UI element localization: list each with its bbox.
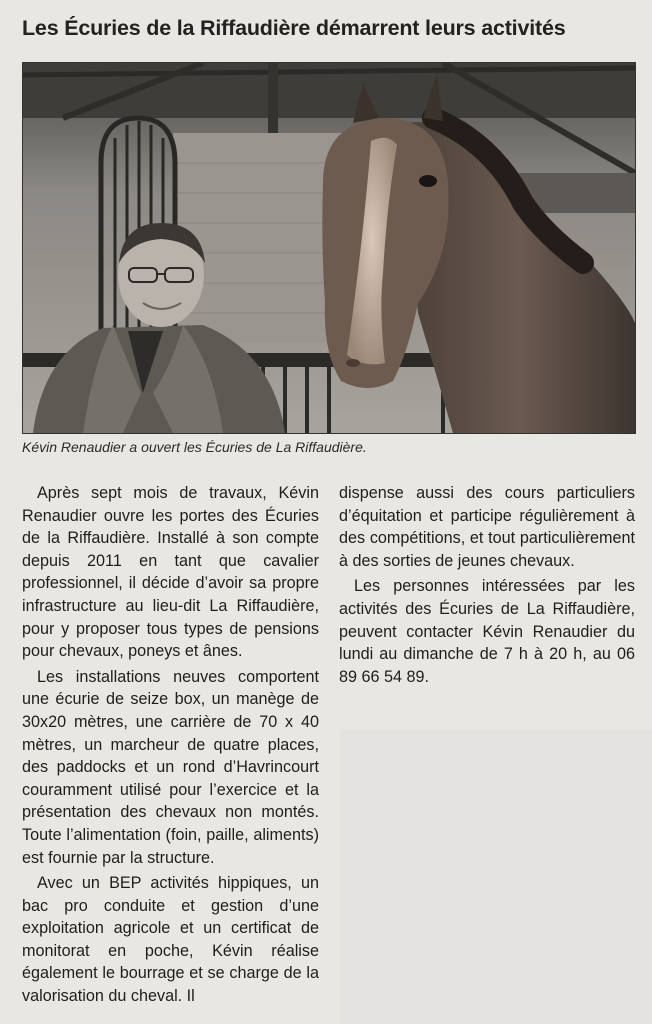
blank-area (340, 730, 652, 1024)
article-column-right (339, 482, 635, 691)
article-headline: Les Écuries de la Riffaudière démarrent leurs activités (22, 16, 566, 40)
article-photo (22, 62, 636, 434)
stable-photo-illustration (23, 63, 635, 433)
paragraph: Les personnes intéressées par les activités des Écuries de La Riffaudière, peuvent contacter Kévin Renaudier du lundi au dimanche de 7 h à 20 h, au 06 89 66 54 89. (339, 577, 635, 686)
photo-caption: Kévin Renaudier a ouvert les Écuries de La Riffaudière. (22, 439, 367, 455)
paragraph: dispense aussi des cours particuliers d’équitation et participe régulièrement à des compétitions, et tout particulièrement à des sorties de jeunes chevaux. (339, 484, 635, 570)
paragraph: Après sept mois de travaux, Kévin Renaudier ouvre les portes des Écuries de la Riffaudière. Installé à son compte depuis 2011 en tant que cavalier professionnel, il décide d’avoir sa propre infrastructure au lieu-dit La Riffaudière, pour y proposer tous types de pensions pour chevaux, poneys et ânes. (22, 484, 319, 661)
article-column-left (22, 482, 319, 1011)
paragraph: Avec un BEP activités hippiques, un bac pro conduite et gestion d’une exploitation agricole et un certificat de monitorat en poche, Kévin réalise également le bourrage et se charge de la valorisation du cheval. Il (22, 874, 319, 1006)
paragraph: Les installations neuves comportent une écurie de seize box, un manège de 30x20 mètres, une carrière de 70 x 40 mètres, un marcheur de quatre places, des paddocks et un rond d’Havrincourt couramment utilisé pour l’exercice et la présentation des chevaux non montés. Toute l’alimentation (foin, paille, aliments) est fournie par la structure. (22, 667, 319, 867)
